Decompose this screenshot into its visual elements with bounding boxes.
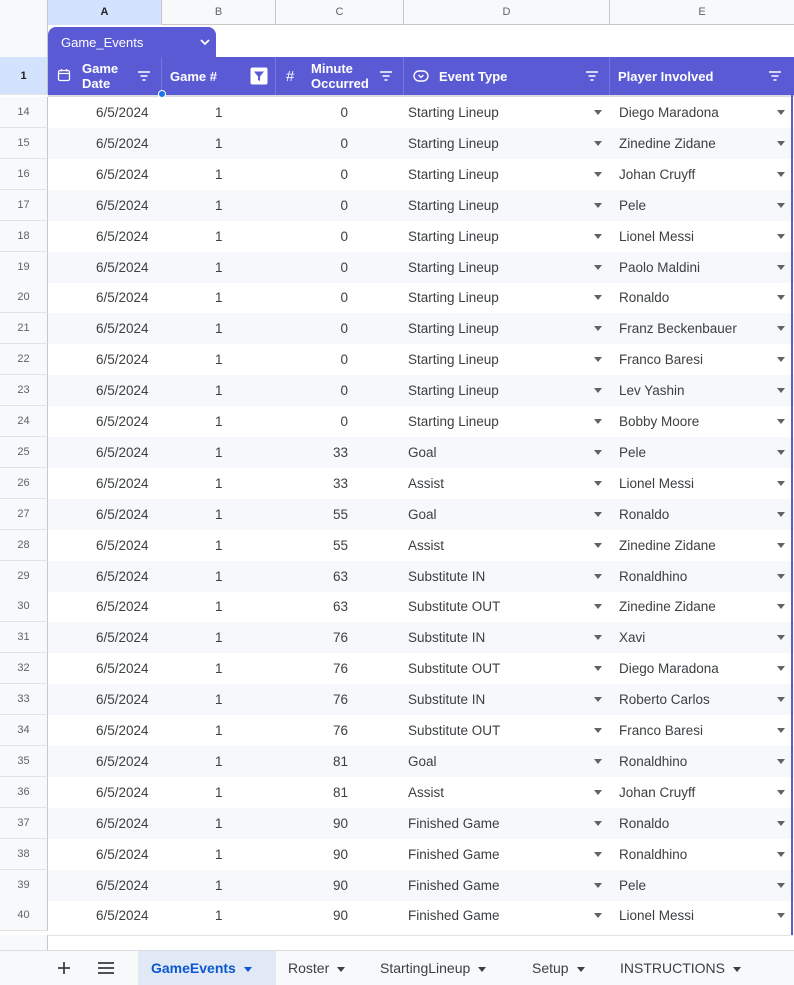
cell-minute[interactable]: 55 xyxy=(332,537,348,553)
row-number[interactable]: 37 xyxy=(0,808,48,839)
dropdown-arrow-icon[interactable] xyxy=(777,666,785,671)
cell-game-date[interactable]: 6/5/2024 xyxy=(96,383,149,399)
table-row xyxy=(0,746,794,777)
row-number[interactable]: 23 xyxy=(0,375,48,406)
cell-event-type[interactable]: Substitute OUT xyxy=(408,599,501,615)
table-row xyxy=(0,715,794,746)
table-row xyxy=(0,406,794,437)
cell-game-date[interactable]: 6/5/2024 xyxy=(96,444,149,460)
cell-minute[interactable]: 63 xyxy=(332,568,348,584)
caret-down-icon[interactable] xyxy=(244,967,252,972)
cell-minute[interactable]: 76 xyxy=(332,661,348,677)
cell-minute[interactable]: 33 xyxy=(332,475,348,491)
row-number[interactable]: 36 xyxy=(0,777,48,808)
caret-down-icon[interactable] xyxy=(478,967,486,972)
cell-player[interactable]: Franz Beckenbauer xyxy=(619,321,737,337)
cell-game-number[interactable]: 1 xyxy=(215,784,223,800)
cell-player[interactable]: Franco Baresi xyxy=(619,352,704,368)
dropdown-arrow-icon[interactable] xyxy=(777,635,785,640)
cell-game-number[interactable]: 1 xyxy=(215,568,223,584)
cell-game-number[interactable]: 1 xyxy=(215,877,223,893)
row-gutter-bottom xyxy=(0,935,48,950)
cell-minute[interactable]: 0 xyxy=(340,321,348,337)
cell-player[interactable]: Lionel Messi xyxy=(619,475,695,491)
row-number[interactable]: 25 xyxy=(0,437,48,468)
dropdown-arrow-icon[interactable] xyxy=(594,419,602,424)
dropdown-arrow-icon[interactable] xyxy=(594,110,602,115)
cell-game-number[interactable]: 1 xyxy=(215,444,223,460)
row-number[interactable]: 35 xyxy=(0,746,48,777)
cell-game-date[interactable]: 6/5/2024 xyxy=(96,661,149,677)
cell-event-type[interactable]: Substitute OUT xyxy=(408,661,501,677)
dropdown-arrow-icon[interactable] xyxy=(594,450,602,455)
sort-menu-icon[interactable] xyxy=(585,70,599,85)
dropdown-arrow-icon[interactable] xyxy=(777,265,785,270)
cell-event-type[interactable]: Substitute IN xyxy=(408,568,486,584)
column-header-c[interactable]: C xyxy=(276,0,404,25)
cell-game-date[interactable]: 6/5/2024 xyxy=(96,414,149,429)
cell-player[interactable]: Zinedine Zidane xyxy=(619,537,716,553)
table-row xyxy=(0,591,794,622)
table-row xyxy=(0,900,794,931)
table-row xyxy=(0,777,794,808)
sheet-tab-startinglineup[interactable] xyxy=(380,951,520,985)
dropdown-arrow-icon[interactable] xyxy=(594,141,602,146)
row-number[interactable]: 29 xyxy=(0,561,48,592)
cell-minute[interactable]: 0 xyxy=(340,135,348,151)
cell-event-type[interactable]: Starting Lineup xyxy=(408,383,499,399)
row-number[interactable]: 31 xyxy=(0,622,48,653)
cell-game-date[interactable]: 6/5/2024 xyxy=(96,877,149,893)
cell-minute[interactable]: 0 xyxy=(340,105,348,120)
cell-game-date[interactable]: 6/5/2024 xyxy=(96,846,149,862)
sheet-tab-bar xyxy=(0,950,794,985)
table-row xyxy=(0,684,794,715)
cell-event-type[interactable]: Goal xyxy=(408,506,437,522)
sheet-tab-label: INSTRUCTIONS xyxy=(620,960,725,976)
sheet-tab-roster[interactable] xyxy=(288,951,368,985)
header-label-line2: Occurred xyxy=(311,76,369,91)
cell-game-date[interactable]: 6/5/2024 xyxy=(96,692,149,708)
cell-player[interactable]: Ronaldo xyxy=(619,290,670,306)
dropdown-arrow-icon[interactable] xyxy=(594,821,602,826)
cell-game-date[interactable]: 6/5/2024 xyxy=(96,537,149,553)
cell-player[interactable]: Franco Baresi xyxy=(619,723,704,738)
cell-player[interactable]: Johan Cruyff xyxy=(619,784,696,800)
cell-player[interactable]: Lev Yashin xyxy=(619,383,685,399)
cell-player[interactable]: Roberto Carlos xyxy=(619,692,710,708)
chevron-down-icon[interactable] xyxy=(199,36,211,51)
cell-minute[interactable]: 90 xyxy=(332,908,348,924)
cell-minute[interactable]: 76 xyxy=(332,692,348,708)
cell-event-type[interactable]: Assist xyxy=(408,475,445,491)
dropdown-arrow-icon[interactable] xyxy=(594,388,602,393)
row-number[interactable]: 15 xyxy=(0,128,48,159)
cell-minute[interactable]: 90 xyxy=(332,877,348,893)
cell-minute[interactable]: 0 xyxy=(340,352,348,368)
cell-player[interactable]: Paolo Maldini xyxy=(619,259,701,275)
dropdown-arrow-icon[interactable] xyxy=(594,635,602,640)
dropdown-arrow-icon[interactable] xyxy=(594,295,602,300)
cell-player[interactable]: Zinedine Zidane xyxy=(619,599,716,615)
cell-minute[interactable]: 0 xyxy=(340,259,348,275)
dropdown-arrow-icon[interactable] xyxy=(777,326,785,331)
column-header-a[interactable]: A xyxy=(48,0,162,25)
dropdown-arrow-icon[interactable] xyxy=(777,790,785,795)
cell-event-type[interactable]: Goal xyxy=(408,444,437,460)
table-row xyxy=(0,653,794,684)
cell-game-date[interactable]: 6/5/2024 xyxy=(96,135,149,151)
cell-game-number[interactable]: 1 xyxy=(215,599,223,615)
row-number[interactable]: 39 xyxy=(0,870,48,901)
table-row xyxy=(0,622,794,653)
cell-minute[interactable]: 0 xyxy=(340,383,348,399)
cell-game-number[interactable]: 1 xyxy=(215,537,223,553)
cell-minute[interactable]: 0 xyxy=(340,166,348,182)
caret-down-icon[interactable] xyxy=(337,967,345,972)
row-number[interactable]: 26 xyxy=(0,468,48,499)
cell-minute[interactable]: 0 xyxy=(340,414,348,429)
table-row xyxy=(0,190,794,221)
menu-icon[interactable] xyxy=(97,961,115,978)
dropdown-arrow-icon[interactable] xyxy=(594,883,602,888)
dropdown-arrow-icon[interactable] xyxy=(594,265,602,270)
number-type-icon: # xyxy=(286,67,295,85)
dropdown-arrow-icon[interactable] xyxy=(777,203,785,208)
row-gutter-spacer xyxy=(0,25,48,57)
cell-game-number[interactable]: 1 xyxy=(215,383,223,399)
cell-event-type[interactable]: Assist xyxy=(408,784,445,800)
table-row xyxy=(0,97,794,128)
dropdown-arrow-icon[interactable] xyxy=(594,913,602,918)
dropdown-arrow-icon[interactable] xyxy=(594,666,602,671)
table-row xyxy=(0,561,794,592)
table-right-border xyxy=(791,57,793,935)
column-header-bar xyxy=(0,0,794,25)
cell-game-number[interactable]: 1 xyxy=(215,846,223,862)
sort-menu-icon[interactable] xyxy=(379,70,393,85)
cell-player[interactable]: Lionel Messi xyxy=(619,908,695,924)
cell-game-date[interactable]: 6/5/2024 xyxy=(96,506,149,522)
header-label: Game # xyxy=(170,68,217,84)
dropdown-arrow-icon[interactable] xyxy=(777,481,785,486)
cell-minute[interactable]: 90 xyxy=(332,846,348,862)
column-header-d[interactable]: D xyxy=(404,0,610,25)
sheet-tab-instructions[interactable] xyxy=(620,951,770,985)
cell-game-number[interactable]: 1 xyxy=(215,475,223,491)
cell-player[interactable]: Ronaldo xyxy=(619,506,670,522)
sheet-tab-label: StartingLineup xyxy=(380,960,471,976)
dropdown-arrow-icon[interactable] xyxy=(777,543,785,548)
cell-event-type[interactable]: Goal xyxy=(408,753,437,769)
cell-game-date[interactable]: 6/5/2024 xyxy=(96,290,149,306)
header-label-line2: Date xyxy=(82,76,111,91)
cell-event-type[interactable]: Starting Lineup xyxy=(408,321,499,337)
dropdown-type-icon xyxy=(413,69,429,85)
cell-event-type[interactable]: Starting Lineup xyxy=(408,197,499,213)
cell-game-number[interactable]: 1 xyxy=(215,105,223,120)
cell-minute[interactable]: 0 xyxy=(340,228,348,244)
column-header-e[interactable]: E xyxy=(698,6,706,18)
cell-event-type[interactable]: Starting Lineup xyxy=(408,414,499,429)
dropdown-arrow-icon[interactable] xyxy=(594,357,602,362)
cell-game-number[interactable]: 1 xyxy=(215,166,223,182)
dropdown-arrow-icon[interactable] xyxy=(777,512,785,517)
cell-game-date[interactable]: 6/5/2024 xyxy=(96,105,149,120)
cell-player[interactable]: Johan Cruyff xyxy=(619,166,696,182)
dropdown-arrow-icon[interactable] xyxy=(777,604,785,609)
cell-minute[interactable]: 33 xyxy=(332,444,348,460)
caret-down-icon[interactable] xyxy=(577,967,585,972)
sheet-tab-label: Setup xyxy=(532,960,569,976)
sheet-tab-gameevents[interactable] xyxy=(138,951,276,985)
table-icon[interactable] xyxy=(231,33,249,54)
cell-event-type[interactable]: Starting Lineup xyxy=(408,228,499,244)
dropdown-arrow-icon[interactable] xyxy=(594,759,602,764)
cell-game-number[interactable]: 1 xyxy=(215,197,223,213)
cell-event-type[interactable]: Substitute OUT xyxy=(408,723,501,738)
cell-player[interactable]: Lionel Messi xyxy=(619,228,695,244)
dropdown-arrow-icon[interactable] xyxy=(594,697,602,702)
cell-game-date[interactable]: 6/5/2024 xyxy=(96,166,149,182)
cell-minute[interactable]: 63 xyxy=(332,599,348,615)
dropdown-arrow-icon[interactable] xyxy=(777,234,785,239)
table-bottom-edge xyxy=(48,935,794,950)
dropdown-arrow-icon[interactable] xyxy=(777,419,785,424)
header-minute-occurred[interactable] xyxy=(276,57,404,95)
select-all-corner[interactable] xyxy=(0,0,48,25)
row-number[interactable]: 28 xyxy=(0,530,48,561)
cell-event-type[interactable]: Starting Lineup xyxy=(408,105,499,120)
sheet-tab-setup[interactable] xyxy=(532,951,608,985)
cell-player[interactable]: Xavi xyxy=(619,630,646,646)
cell-minute[interactable]: 55 xyxy=(332,506,348,522)
dropdown-arrow-icon[interactable] xyxy=(777,852,785,857)
cell-game-number[interactable]: 1 xyxy=(215,135,223,151)
cell-game-number[interactable]: 1 xyxy=(215,661,223,677)
tab-divider xyxy=(224,34,225,51)
row-number[interactable]: 14 xyxy=(0,97,48,128)
sheet-tab-label: GameEvents xyxy=(151,960,236,976)
row-number[interactable]: 30 xyxy=(0,591,48,622)
row-number[interactable]: 38 xyxy=(0,839,48,870)
cell-minute[interactable]: 0 xyxy=(340,197,348,213)
cell-game-date[interactable]: 6/5/2024 xyxy=(96,352,149,368)
plus-icon[interactable] xyxy=(56,960,72,979)
cell-game-date[interactable]: 6/5/2024 xyxy=(96,475,149,491)
cell-player[interactable]: Pele xyxy=(619,197,647,213)
dropdown-arrow-icon[interactable] xyxy=(777,110,785,115)
cell-player[interactable]: Pele xyxy=(619,444,647,460)
cell-event-type[interactable]: Assist xyxy=(408,537,445,553)
dropdown-arrow-icon[interactable] xyxy=(594,604,602,609)
header-label: Player Involved xyxy=(618,68,714,84)
cell-game-number[interactable]: 1 xyxy=(215,228,223,244)
dropdown-arrow-icon[interactable] xyxy=(594,574,602,579)
sort-menu-icon[interactable] xyxy=(768,70,782,85)
header-game-number[interactable] xyxy=(162,57,276,95)
cell-game-date[interactable]: 6/5/2024 xyxy=(96,568,149,584)
dropdown-arrow-icon[interactable] xyxy=(777,357,785,362)
cell-player[interactable]: Ronaldhino xyxy=(619,568,688,584)
cell-minute[interactable]: 81 xyxy=(332,784,348,800)
cell-game-date[interactable]: 6/5/2024 xyxy=(96,723,149,738)
cell-player[interactable]: Ronaldhino xyxy=(619,753,688,769)
cell-game-number[interactable]: 1 xyxy=(215,414,223,429)
calendar-icon xyxy=(57,68,73,84)
table-name: Game_Events xyxy=(61,35,144,50)
cell-game-date[interactable]: 6/5/2024 xyxy=(96,815,149,831)
dropdown-arrow-icon[interactable] xyxy=(777,574,785,579)
cell-game-number[interactable]: 1 xyxy=(215,908,223,924)
filter-active-icon[interactable] xyxy=(250,67,268,88)
dropdown-arrow-icon[interactable] xyxy=(777,388,785,393)
row-number[interactable]: 19 xyxy=(0,252,48,283)
dropdown-arrow-icon[interactable] xyxy=(777,821,785,826)
row-number[interactable]: 34 xyxy=(0,715,48,746)
row-number[interactable]: 16 xyxy=(0,159,48,190)
cell-game-number[interactable]: 1 xyxy=(215,259,223,275)
dropdown-arrow-icon[interactable] xyxy=(777,295,785,300)
cell-event-type[interactable]: Substitute IN xyxy=(408,692,486,708)
cell-event-type[interactable]: Finished Game xyxy=(408,815,500,831)
table-row xyxy=(0,313,794,344)
cell-event-type[interactable]: Starting Lineup xyxy=(408,135,499,151)
dropdown-arrow-icon[interactable] xyxy=(777,141,785,146)
sheet-tab-label: Roster xyxy=(288,960,330,976)
dropdown-arrow-icon[interactable] xyxy=(594,512,602,517)
dropdown-arrow-icon[interactable] xyxy=(594,481,602,486)
table-row xyxy=(0,375,794,406)
cell-game-number[interactable]: 1 xyxy=(215,815,223,831)
sort-menu-icon[interactable] xyxy=(137,70,151,85)
cell-player[interactable]: Pele xyxy=(619,877,647,893)
cell-game-number[interactable]: 1 xyxy=(215,321,223,337)
row-number[interactable]: 17 xyxy=(0,190,48,221)
cell-game-number[interactable]: 1 xyxy=(215,692,223,708)
header-game-date[interactable] xyxy=(48,57,162,95)
cell-game-date[interactable]: 6/5/2024 xyxy=(96,259,149,275)
row-number-header[interactable]: 1 xyxy=(0,57,48,95)
cell-player[interactable]: Ronaldo xyxy=(619,815,670,831)
cell-game-number[interactable]: 1 xyxy=(215,723,223,738)
cell-game-number[interactable]: 1 xyxy=(215,630,223,646)
cell-player[interactable]: Zinedine Zidane xyxy=(619,135,716,151)
dropdown-arrow-icon[interactable] xyxy=(594,234,602,239)
table-row xyxy=(0,128,794,159)
row-number[interactable]: 33 xyxy=(0,684,48,715)
row-number[interactable]: 20 xyxy=(0,282,48,313)
table-row xyxy=(0,530,794,561)
dropdown-arrow-icon[interactable] xyxy=(777,450,785,455)
table-row xyxy=(0,808,794,839)
table-row xyxy=(0,221,794,252)
cell-game-date[interactable]: 6/5/2024 xyxy=(96,197,149,213)
table-row xyxy=(0,839,794,870)
cell-event-type[interactable]: Substitute IN xyxy=(408,630,486,646)
row-number[interactable]: 32 xyxy=(0,653,48,684)
cell-minute[interactable]: 76 xyxy=(332,723,348,738)
row-number[interactable]: 22 xyxy=(0,344,48,375)
cell-minute[interactable]: 76 xyxy=(332,630,348,646)
table-row xyxy=(0,344,794,375)
dropdown-arrow-icon[interactable] xyxy=(594,172,602,177)
dropdown-arrow-icon[interactable] xyxy=(594,852,602,857)
dropdown-arrow-icon[interactable] xyxy=(777,172,785,177)
cell-game-date[interactable]: 6/5/2024 xyxy=(96,753,149,769)
cell-event-type[interactable]: Starting Lineup xyxy=(408,352,499,368)
dropdown-arrow-icon[interactable] xyxy=(777,728,785,733)
table-row xyxy=(0,252,794,283)
table-name-tab[interactable] xyxy=(48,27,216,57)
cell-event-type[interactable]: Starting Lineup xyxy=(408,290,499,306)
cell-game-date[interactable]: 6/5/2024 xyxy=(96,228,149,244)
row-number[interactable]: 40 xyxy=(0,900,48,931)
dropdown-arrow-icon[interactable] xyxy=(777,883,785,888)
cell-player[interactable]: Diego Maradona xyxy=(619,105,719,120)
header-label: Event Type xyxy=(439,68,508,84)
cell-minute[interactable]: 81 xyxy=(332,753,348,769)
dropdown-arrow-icon[interactable] xyxy=(777,759,785,764)
cell-minute[interactable]: 90 xyxy=(332,815,348,831)
cell-player[interactable]: Bobby Moore xyxy=(619,414,700,429)
cell-player[interactable]: Diego Maradona xyxy=(619,661,719,677)
row-number[interactable]: 24 xyxy=(0,406,48,437)
table-row xyxy=(0,159,794,190)
dropdown-arrow-icon[interactable] xyxy=(594,326,602,331)
cell-game-date[interactable]: 6/5/2024 xyxy=(96,599,149,615)
cell-event-type[interactable]: Starting Lineup xyxy=(408,166,499,182)
row-number[interactable]: 21 xyxy=(0,313,48,344)
column-header-b[interactable]: B xyxy=(162,0,276,25)
cell-event-type[interactable]: Finished Game xyxy=(408,908,500,924)
dropdown-arrow-icon[interactable] xyxy=(594,790,602,795)
cell-game-date[interactable]: 6/5/2024 xyxy=(96,321,149,337)
header-label-line1: Game xyxy=(82,61,119,76)
dropdown-arrow-icon[interactable] xyxy=(777,913,785,918)
table-row xyxy=(0,282,794,313)
cell-game-date[interactable]: 6/5/2024 xyxy=(96,630,149,646)
table-row xyxy=(0,437,794,468)
cell-event-type[interactable]: Finished Game xyxy=(408,846,500,862)
cell-game-number[interactable]: 1 xyxy=(215,352,223,368)
dropdown-arrow-icon[interactable] xyxy=(594,543,602,548)
caret-down-icon[interactable] xyxy=(733,967,741,972)
cell-event-type[interactable]: Finished Game xyxy=(408,877,500,893)
header-event-type[interactable] xyxy=(404,57,610,95)
cell-game-date[interactable]: 6/5/2024 xyxy=(96,908,149,924)
cell-game-number[interactable]: 1 xyxy=(215,290,223,306)
table-row xyxy=(0,870,794,901)
dropdown-arrow-icon[interactable] xyxy=(594,203,602,208)
table-row xyxy=(0,468,794,499)
dropdown-arrow-icon[interactable] xyxy=(594,728,602,733)
cell-minute[interactable]: 0 xyxy=(340,290,348,306)
header-label-line1: Minute xyxy=(311,61,353,76)
dropdown-arrow-icon[interactable] xyxy=(777,697,785,702)
cell-player[interactable]: Ronaldhino xyxy=(619,846,688,862)
cell-game-date[interactable]: 6/5/2024 xyxy=(96,784,149,800)
cell-event-type[interactable]: Starting Lineup xyxy=(408,259,499,275)
cell-game-number[interactable]: 1 xyxy=(215,753,223,769)
table-row xyxy=(0,499,794,530)
row-number[interactable]: 18 xyxy=(0,221,48,252)
header-player-involved[interactable] xyxy=(610,57,794,95)
row-number[interactable]: 27 xyxy=(0,499,48,530)
cell-game-number[interactable]: 1 xyxy=(215,506,223,522)
